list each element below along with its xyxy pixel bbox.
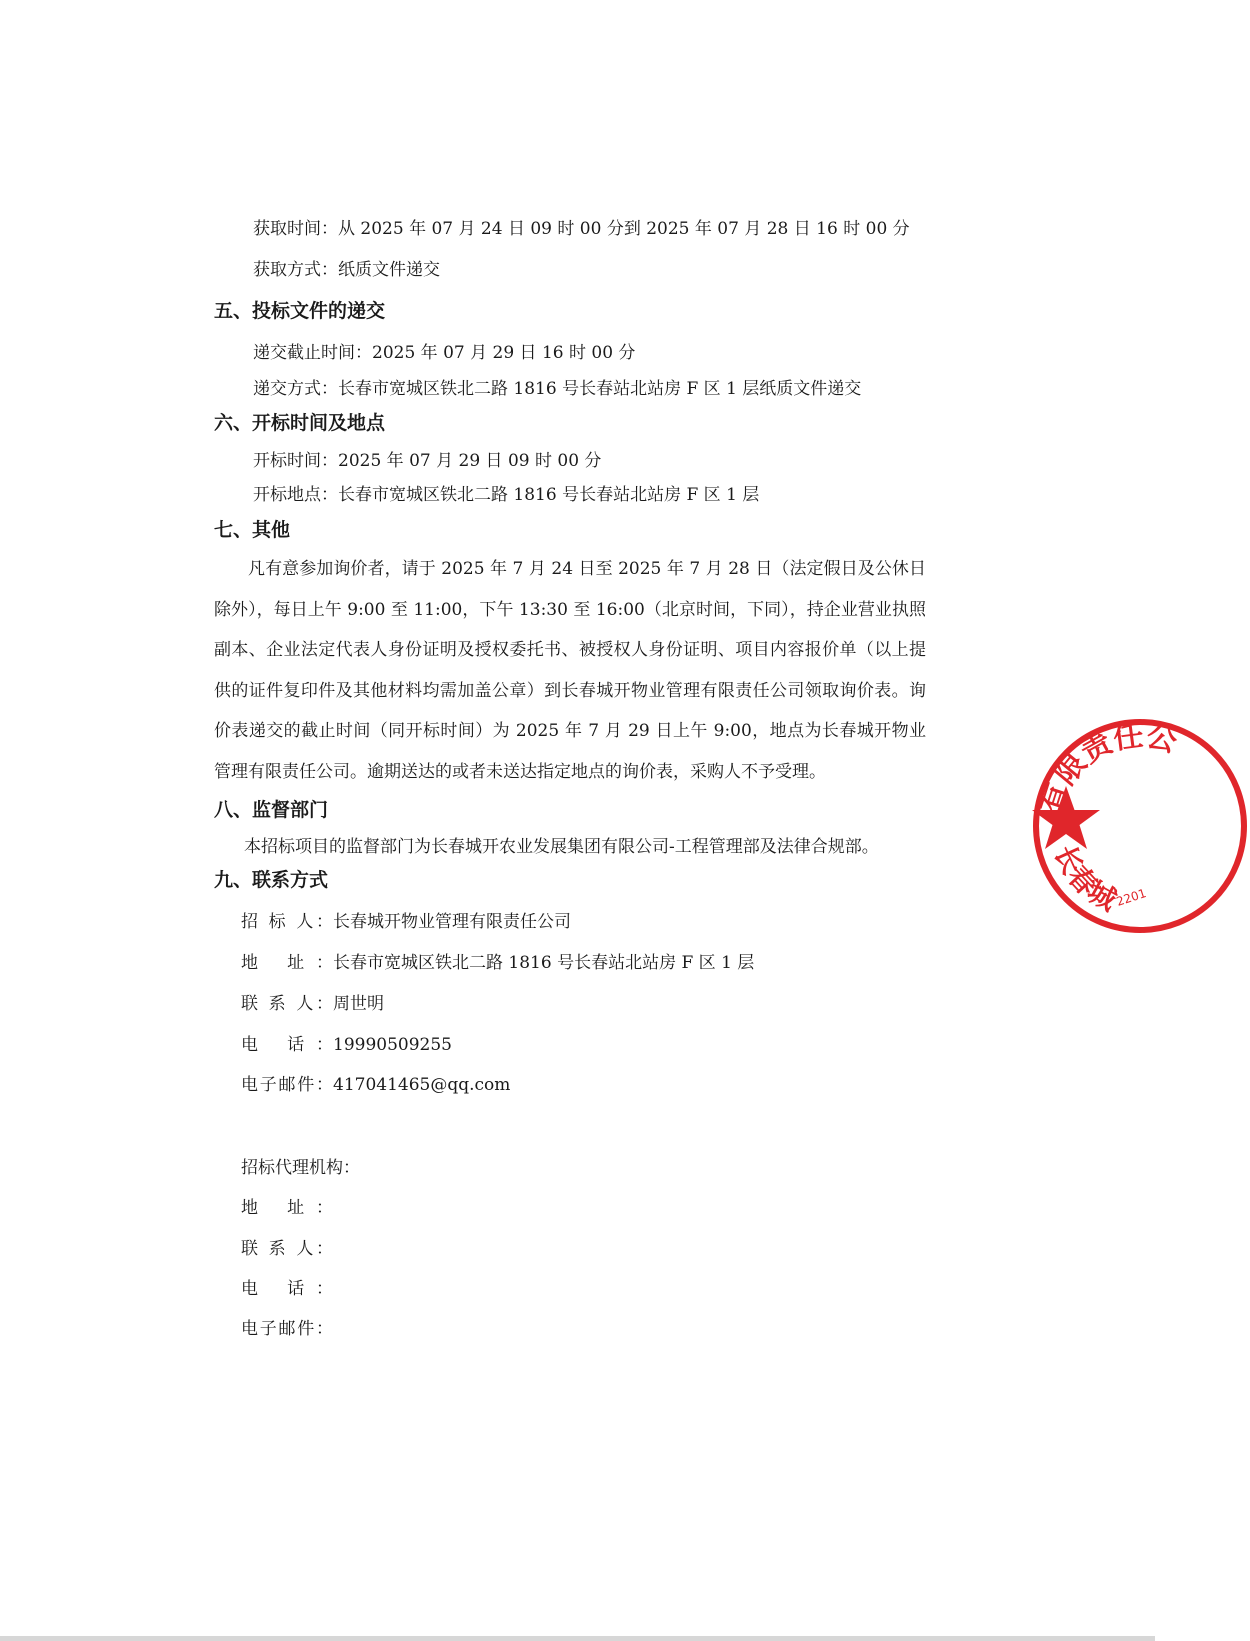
seal-bottom-text: 长春城 bbox=[1047, 840, 1123, 918]
agency-address-label: 地 址： bbox=[241, 1198, 333, 1218]
agency-email-line bbox=[241, 1318, 333, 1340]
tenderer-value: 长春城开物业管理有限责任公司 bbox=[333, 912, 571, 932]
section-8-heading: 八、监督部门 bbox=[214, 799, 329, 821]
opening-place-line bbox=[253, 484, 759, 506]
opening-time-value: 2025 年 07 月 29 日 09 时 00 分 bbox=[338, 451, 602, 471]
opening-place-value: 长春市宽城区铁北二路 1816 号长春站北站房 F 区 1 层 bbox=[338, 485, 760, 505]
address-value: 长春市宽城区铁北二路 1816 号长春站北站房 F 区 1 层 bbox=[333, 953, 755, 973]
opening-place-label: 开标地点： bbox=[253, 485, 338, 505]
email-label: 电子邮件： bbox=[241, 1075, 333, 1095]
contact-line bbox=[241, 993, 384, 1015]
opening-time-label: 开标时间： bbox=[253, 451, 338, 471]
supervision-text: 本招标项目的监督部门为长春城开农业发展集团有限公司-工程管理部及法律合规部。 bbox=[244, 837, 879, 857]
tenderer-label: 招 标 人： bbox=[241, 912, 333, 932]
contact-value: 周世明 bbox=[333, 994, 384, 1014]
deadline-value: 2025 年 07 月 29 日 16 时 00 分 bbox=[372, 343, 636, 363]
deadline-line bbox=[253, 342, 635, 364]
deadline-label: 递交截止时间： bbox=[253, 343, 372, 363]
phone-label: 电 话： bbox=[241, 1035, 333, 1055]
email-line bbox=[241, 1074, 510, 1096]
acquisition-method-value: 纸质文件递交 bbox=[338, 260, 440, 280]
agency-contact-label: 联 系 人： bbox=[241, 1239, 333, 1259]
submission-method-value: 长春市宽城区铁北二路 1816 号长春站北站房 F 区 1 层纸质文件递交 bbox=[338, 379, 862, 399]
section-6-heading: 六、开标时间及地点 bbox=[214, 412, 386, 434]
acquisition-method-line bbox=[253, 259, 440, 281]
submission-method-line bbox=[253, 378, 861, 400]
section-9-heading: 九、联系方式 bbox=[214, 869, 329, 891]
section-7-heading: 七、其他 bbox=[214, 519, 291, 541]
section-7-paragraph: 凡有意参加询价者，请于 2025 年 7 月 24 日至 2025 年 7 月 28 日（法定假日及公休日除外），每日上午 9:00 至 11:00，下午 13:30 至 16:00（北京时间，下同），持企业营业执照副本、企业法定代表人身份证明及授权委托书、被授权人身份证明、项目内容报价单（以上提供的证件复印件及其他材料均需加盖公章）到长春城开物业管理有限责任公司领取询价表。询价表递交的截止时间（同开标时间）为 2025 年 7 月 29 日上午 9:00，地点为长春城开物业管理有限责任公司。逾期送达的或者未送达指定地点的询价表，采购人不予受理。 bbox=[214, 559, 926, 782]
opening-time-line bbox=[253, 450, 601, 472]
agency-phone-label: 电 话： bbox=[241, 1279, 333, 1299]
acquisition-method-label: 获取方式： bbox=[253, 260, 338, 280]
email-value[interactable]: 417041465@qq.com bbox=[333, 1075, 511, 1095]
phone-line bbox=[241, 1034, 452, 1056]
contact-label: 联 系 人： bbox=[241, 994, 333, 1014]
agency-org-label: 招标代理机构： bbox=[241, 1158, 360, 1178]
agency-email-label: 电子邮件： bbox=[241, 1319, 333, 1339]
seal-top-text: 有限责任公 bbox=[1033, 717, 1181, 819]
agency-address-line bbox=[241, 1197, 333, 1219]
address-line bbox=[241, 952, 754, 974]
address-label: 地 址： bbox=[241, 953, 333, 973]
agency-contact-line bbox=[241, 1238, 333, 1260]
acquisition-time-line bbox=[253, 218, 910, 240]
section-5-heading: 五、投标文件的递交 bbox=[214, 300, 386, 322]
submission-method-label: 递交方式： bbox=[253, 379, 338, 399]
tenderer-line bbox=[241, 911, 571, 933]
agency-phone-line bbox=[241, 1278, 333, 1300]
acquisition-time-value: 从 2025 年 07 月 24 日 09 时 00 分到 2025 年 07 月 28 日 16 时 00 分 bbox=[338, 219, 910, 239]
company-seal-stamp bbox=[1030, 716, 1250, 936]
seal-code-text: 2201 bbox=[1114, 886, 1148, 909]
scan-bottom-edge bbox=[0, 1636, 1155, 1641]
acquisition-time-label: 获取时间： bbox=[253, 219, 338, 239]
phone-value: 19990509255 bbox=[333, 1035, 452, 1055]
